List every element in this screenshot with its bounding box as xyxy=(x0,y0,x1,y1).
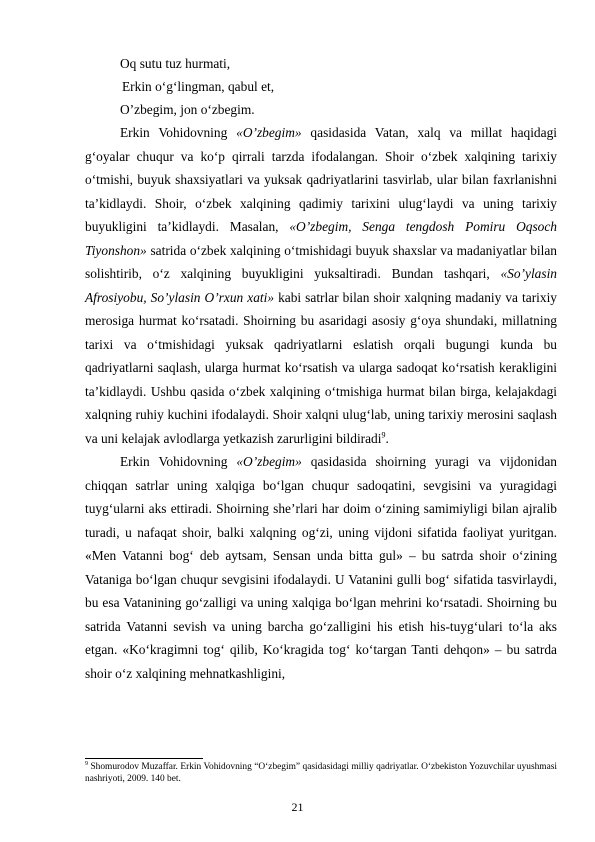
poem-line-2: Erkin o‘g‘lingman, qabul et, xyxy=(122,79,275,94)
p1-title-1: «O’zbegim» xyxy=(236,125,302,140)
paragraph-1 xyxy=(85,121,557,450)
page-number: 21 xyxy=(291,800,304,814)
p2-text-2: qasidasida shoirning yuragi va vijdonidan chiqqan satrlar uning xalqiga bo‘lgan chuqur sadoqatini, sevgisini va yuragidagi tuyg‘ularni aks ettiradi. Shoirning she’rlari har doim o‘zining samimiyligi bilan ajralib turadi, u nafaqat shoir, balki xalqning og‘zi, uning vijdoni sifatida faoliyat yuritgan. «Men Vatanni bog‘ deb aytsam, Sensan unda bitta gul» – bu satrda shoir o‘zining Vataniga bo‘lgan chuqur sevgisini ifodalaydi. U Vatanini gulli bog‘ sifatida tasvirlaydi, bu esa Vatanining go‘zalligi va uning xalqiga bo‘lgan mehrini ko‘rsatadi. Shoirning bu satrida Vatanni sevish va uning barcha go‘zalligini his etish his-tuyg‘ulari to‘la aks etgan. «Ko‘kragimni tog‘ qilib, Ko‘kragida tog‘ ko‘targan Tanti dehqon» – bu satrda shoir o‘z xalqining mehnatkashligini, xyxy=(85,454,557,681)
p1-text-5: . xyxy=(385,430,389,446)
footnote-number: 9 xyxy=(85,760,88,767)
p1-text-1: Erkin Vohidovning xyxy=(120,125,237,140)
poem-line-3: O’zbegim, jon o‘zbegim. xyxy=(120,102,255,117)
p1-quote-1: «O’zbegim, Senga tengdosh Pomiru Oqsoch Tiyonshon» xyxy=(85,219,557,258)
poem-line-1: Oq sutu tuz hurmati, xyxy=(120,56,231,71)
paragraph-2 xyxy=(85,450,557,685)
p1-text-4: kabi satrlar bilan shoir xalqning madaniy va tarixiy merosiga hurmat ko‘rsatadi. Shoirning bu asaridagi asosiy g‘oya shundaki, millatning tarixi va o‘tmishidagi yuksak qadriyatlarni eslatish orqali bugungi kunda bu qadriyatlarni saqlash, ularga hurmat ko‘rsatish va ularga sadoqat ko‘rsatish kerakligini ta’kidlaydi. Ushbu qasida o‘zbek xalqining o‘tmishiga hurmat bilan birga, kelajakdagi xalqning ruhiy kuchini ifodalaydi. Shoir xalqni ulug‘lab, uning tarixiy merosini saqlash va uni kelajak avlodlarga yetkazish zarurligini bildiradi xyxy=(85,289,557,446)
p1-text-3: satrida o‘zbek xalqining o‘tmishidagi buyuk shaxslar va madaniyatlar bilan solishtirib, o‘z xalqining buyukligini yuksaltiradi. Bundan tashqari, xyxy=(85,242,557,281)
p1-text-2: qasidasida Vatan, xalq va millat haqidagi g‘oyalar chuqur va ko‘p qirrali tarzda ifodalangan. Shoir o‘zbek xalqining tarixiy o‘tmishi, buyuk shaxsiyatlari va yuksak qadriyatlarini tasvirlab, ular bilan faxrlanishni ta’kidlaydi. Shoir, o‘zbek xalqining qadimiy tarixini ulug‘laydi va uning tarixiy buyukligini ta’kidlaydi. Masalan, xyxy=(85,125,557,234)
footnote xyxy=(85,762,557,785)
footnote-divider xyxy=(85,758,203,759)
p2-text-1: Erkin Vohidovning xyxy=(120,454,237,469)
p1-quote-2: «So’ylasin Afrosiyobu, So’ylasin O’rxun xati» xyxy=(85,266,557,305)
footnote-ref[interactable]: 9 xyxy=(381,430,386,440)
p2-title-1: «O’zbegim» xyxy=(236,454,302,469)
footnote-text: Shomurodov Muzaffar. Erkin Vohidovning “O‘zbegim” qasidasidagi milliy qadriyatlar. O‘zbekiston Yozuvchilar uyushmasi nashriyoti, 2009. 140 bet. xyxy=(85,762,557,784)
page-body xyxy=(85,52,557,685)
